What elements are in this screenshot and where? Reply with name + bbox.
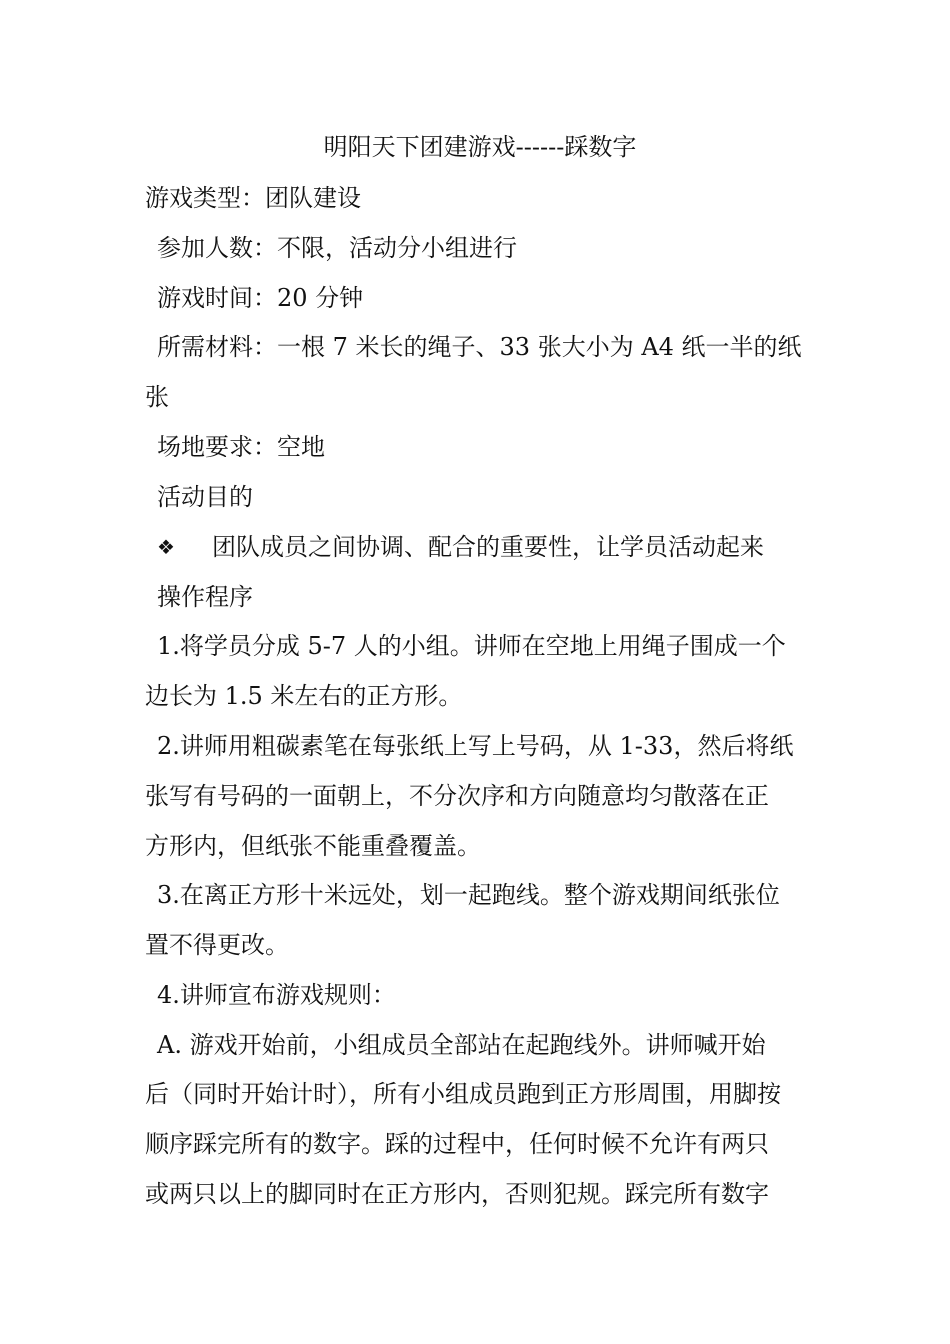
purpose-heading: 活动目的 — [157, 483, 253, 511]
participants-line: 参加人数：不限，活动分小组进行 — [157, 234, 517, 262]
step1-line-1: 1.将学员分成 5-7 人的小组。讲师在空地上用绳子围成一个 — [157, 632, 786, 660]
step3-line-2: 置不得更改。 — [145, 931, 289, 959]
procedure-heading: 操作程序 — [157, 583, 253, 611]
duration-line: 游戏时间：20 分钟 — [157, 284, 364, 312]
step4-line: 4.讲师宣布游戏规则： — [157, 981, 396, 1009]
diamond-bullet-icon: ❖ — [157, 535, 175, 559]
game-type-line: 游戏类型：团队建设 — [145, 184, 361, 212]
step2-line-2: 张写有号码的一面朝上，不分次序和方向随意均匀散落在正 — [145, 782, 769, 810]
ruleA-line-2: 后（同时开始计时），所有小组成员跑到正方形周围，用脚按 — [145, 1080, 781, 1108]
ruleA-line-3: 顺序踩完所有的数字。踩的过程中，任何时候不允许有两只 — [145, 1130, 769, 1158]
document-title: 明阳天下团建游戏------踩数字 — [323, 133, 637, 161]
step2-line-3: 方形内，但纸张不能重叠覆盖。 — [145, 832, 481, 860]
purpose-item: 团队成员之间协调、配合的重要性，让学员活动起来 — [212, 533, 764, 561]
ruleA-line-4: 或两只以上的脚同时在正方形内，否则犯规。踩完所有数字 — [145, 1180, 769, 1208]
materials-line-1: 所需材料：一根 7 米长的绳子、33 张大小为 A4 纸一半的纸 — [157, 333, 802, 361]
step2-line-1: 2.讲师用粗碳素笔在每张纸上写上号码，从 1-33，然后将纸 — [157, 732, 794, 760]
step1-line-2: 边长为 1.5 米左右的正方形。 — [145, 682, 463, 710]
step3-line-1: 3.在离正方形十米远处，划一起跑线。整个游戏期间纸张位 — [157, 881, 780, 909]
ruleA-line-1: A. 游戏开始前，小组成员全部站在起跑线外。讲师喊开始 — [157, 1031, 766, 1059]
venue-line: 场地要求：空地 — [157, 433, 325, 461]
materials-line-2: 张 — [145, 383, 169, 411]
